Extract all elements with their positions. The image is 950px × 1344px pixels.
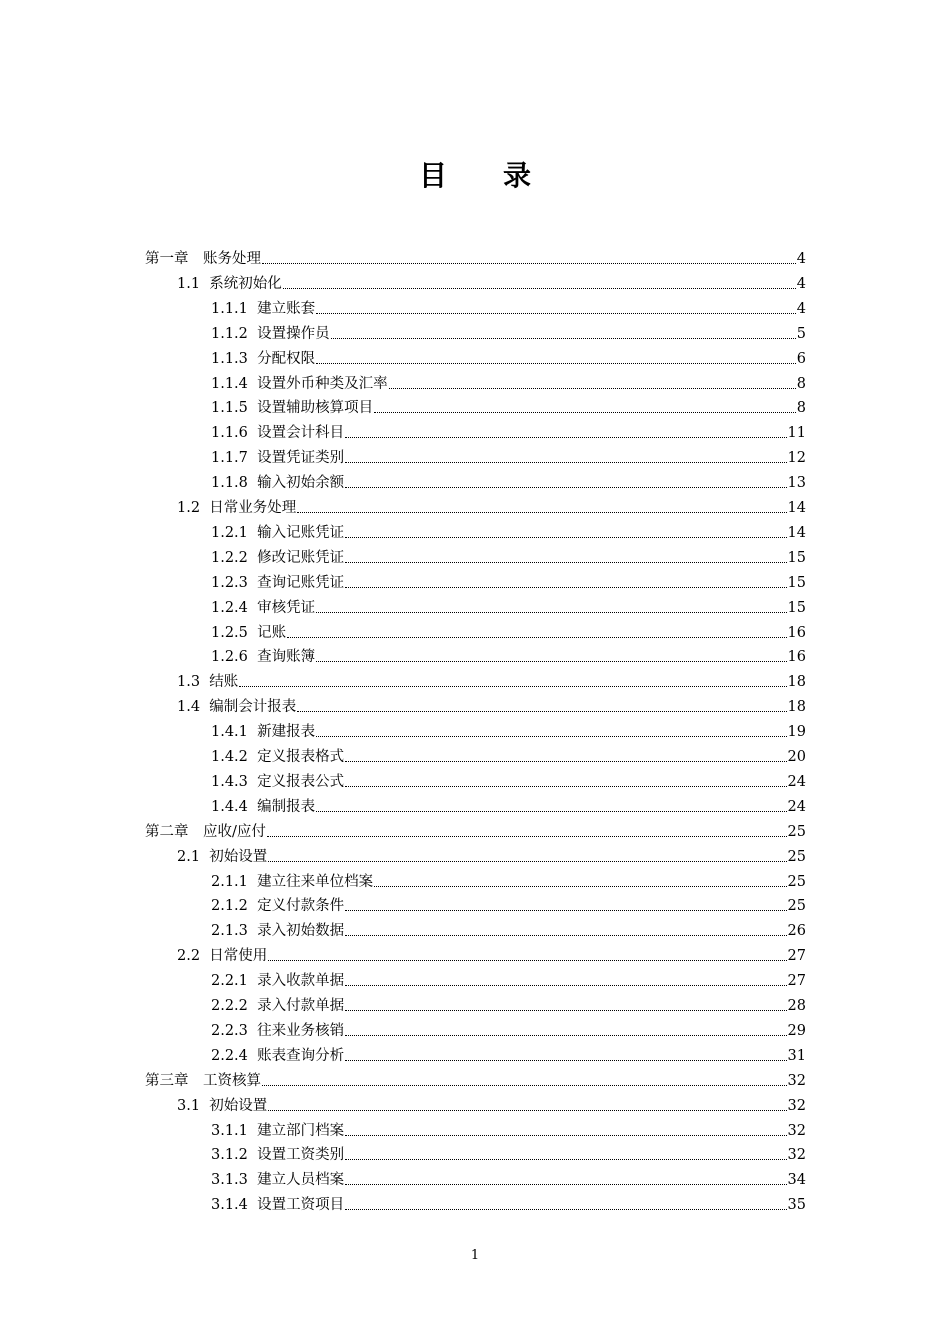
toc-title-part1: 目 [418,159,447,192]
toc-dot-leader [345,910,786,911]
toc-entry[interactable] [211,517,806,542]
toc-dot-leader [345,786,786,787]
toc-entry-label: 2.1.3 录入初始数据 [211,923,345,940]
toc-entry-page: 27 [787,948,806,965]
toc-entry[interactable] [211,766,806,791]
toc-entry-label: 1.3 结账 [177,674,239,691]
toc-entry-label: 1.4 编制会计报表 [177,699,297,716]
toc-entry-page: 26 [787,923,806,940]
toc-dot-leader [374,886,786,887]
toc-entry-page: 32 [787,1072,806,1089]
toc-dot-leader [316,363,796,364]
toc-entry-page: 20 [787,749,806,765]
toc-entry[interactable] [145,243,806,268]
toc-entry-page: 13 [787,475,806,492]
toc-entry-label: 第三章 工资核算 [145,1072,261,1089]
toc-entry-label: 1.2.6 查询账簿 [211,649,316,666]
toc-entry-label: 3.1 初始设置 [177,1097,268,1114]
toc-entry-page: 11 [787,425,806,442]
toc-entry[interactable] [211,368,806,393]
toc-entry-page: 6 [796,350,806,367]
toc-entry-label: 3.1.2 设置工资类别 [211,1147,345,1164]
toc-dot-leader [239,686,786,687]
toc-dot-leader [268,861,786,862]
toc-entry[interactable] [211,392,806,417]
toc-dot-leader [345,437,786,438]
toc-entry-label: 2.1 初始设置 [177,848,268,865]
toc-entry-page: 18 [787,699,806,716]
toc-dot-leader [268,960,786,961]
toc-entry-label: 1.1.6 设置会计科目 [211,425,345,442]
toc-entry-label: 2.1.2 定义付款条件 [211,898,345,915]
toc-entry-label: 第二章 应收/应付 [145,823,266,840]
toc-entry-label: 1.2.1 输入记账凭证 [211,524,345,541]
toc-entry[interactable] [211,641,806,666]
toc-entry-label: 2.2 日常使用 [177,948,268,965]
toc-dot-leader [345,1135,786,1136]
toc-dot-leader [268,1110,786,1111]
toc-entry-page: 15 [787,549,806,566]
toc-dot-leader [345,935,786,936]
toc-entry[interactable] [211,542,806,567]
toc-entry-page: 32 [787,1097,806,1114]
toc-entry[interactable] [145,816,806,841]
toc-entry-label: 2.1.1 建立往来单位档案 [211,873,374,890]
toc-entry[interactable] [211,1164,806,1189]
toc-entry-page: 12 [787,450,806,467]
toc-entry[interactable] [211,1139,806,1164]
toc-entry[interactable] [211,592,806,617]
toc-entry-label: 1.2.4 审核凭证 [211,599,316,616]
toc-entry-page: 24 [787,773,806,790]
toc-dot-leader [345,1035,786,1036]
toc-title-part2: 录 [503,159,532,192]
toc-entry[interactable] [211,741,806,766]
toc-dot-leader [287,637,786,638]
toc-entry[interactable] [177,940,806,965]
toc-dot-leader [316,736,786,737]
toc-dot-leader [345,1060,786,1061]
toc-entry-label: 3.1.4 设置工资项目 [211,1197,345,1214]
toc-title [0,154,950,194]
toc-entry[interactable] [211,965,806,990]
toc-entry-page: 35 [787,1197,806,1214]
toc-entry-label: 1.2.5 记账 [211,624,287,641]
toc-entry[interactable] [211,990,806,1015]
toc-dot-leader [331,338,796,339]
toc-entry-label: 3.1.3 建立人员档案 [211,1172,345,1189]
toc-dot-leader [316,612,786,613]
toc-entry[interactable] [211,1015,806,1040]
toc-entry-label: 1.2.2 修改记账凭证 [211,549,345,566]
toc-entry[interactable] [211,417,806,442]
toc-entry-label: 1.2.3 查询记账凭证 [211,574,345,591]
toc-entry[interactable] [211,343,806,368]
toc-dot-leader [345,1010,786,1011]
toc-entry-label: 2.2.3 往来业务核销 [211,1022,345,1039]
toc-entry[interactable] [211,716,806,741]
toc-dot-leader [297,711,786,712]
toc-dot-leader [345,537,786,538]
toc-dot-leader [316,313,796,314]
toc-entry-label: 1.1.7 设置凭证类别 [211,450,345,467]
toc-entry[interactable] [211,866,806,891]
toc-entry[interactable] [211,567,806,592]
toc-entry[interactable] [177,691,806,716]
toc-entry[interactable] [211,318,806,343]
toc-entry-page: 25 [787,873,806,890]
toc-entry-page: 16 [787,624,806,641]
toc-entry[interactable] [211,1189,806,1214]
toc-entry-label: 1.2 日常业务处理 [177,500,297,516]
toc-entry-page: 15 [787,574,806,591]
toc-dot-leader [345,1209,786,1210]
toc-entry-label: 1.4.2 定义报表格式 [211,749,345,765]
toc-entry-page: 24 [787,798,806,815]
toc-entry-page: 14 [787,524,806,541]
toc-entry-label: 1.1.8 输入初始余额 [211,475,345,492]
toc-entry-page: 25 [787,848,806,865]
toc-entry-label: 1.1.5 设置辅助核算项目 [211,400,374,417]
toc-entry-label: 1.4.4 编制报表 [211,798,316,815]
toc-entry[interactable] [177,268,806,293]
toc-dot-leader [283,288,796,289]
toc-dot-leader [262,263,796,264]
toc-dot-leader [262,1085,787,1086]
toc-entry[interactable] [177,841,806,866]
toc-entry-label: 第一章 账务处理 [145,251,261,267]
toc-dot-leader [345,985,786,986]
toc-entry-label: 1.1.2 设置操作员 [211,325,330,342]
toc-entry-page: 34 [787,1172,806,1189]
toc-dot-leader [345,1159,786,1160]
toc-entry-page: 25 [787,898,806,915]
toc-entry-label: 2.2.4 账表查询分析 [211,1047,345,1064]
toc-entry[interactable] [177,666,806,691]
toc-entry-label: 2.2.1 录入收款单据 [211,973,345,990]
toc-entry-page: 15 [787,599,806,616]
toc-entry[interactable] [211,442,806,467]
toc-dot-leader [267,836,787,837]
toc-dot-leader [345,587,786,588]
toc-entry[interactable] [211,1040,806,1065]
toc-entry-page: 27 [787,973,806,990]
toc-entry[interactable] [177,1090,806,1115]
toc-entry-page: 28 [787,998,806,1014]
toc-entry[interactable] [211,467,806,492]
toc-dot-leader [374,412,796,413]
toc-dot-leader [345,1184,786,1185]
page-number: 1 [470,1248,480,1263]
toc-entry[interactable] [211,915,806,940]
toc-dot-leader [345,761,786,762]
toc-entry-page: 29 [787,1022,806,1039]
toc-dot-leader [345,562,786,563]
toc-entry[interactable] [177,492,806,517]
toc-entry-page: 8 [796,375,806,392]
toc-entry-page: 5 [796,325,806,342]
toc-entry-label: 1.4.3 定义报表公式 [211,773,345,790]
toc-dot-leader [345,487,786,488]
toc-entry-page: 4 [796,251,806,267]
toc-entry[interactable] [211,617,806,642]
toc-entry-page: 14 [787,500,806,516]
toc-entry-label: 1.4.1 新建报表 [211,724,316,741]
toc-dot-leader [297,512,786,513]
toc-entry-page: 19 [787,724,806,741]
toc-entry-page: 32 [787,1122,806,1139]
toc-dot-leader [316,811,786,812]
toc-entry-page: 4 [796,275,806,292]
toc-entry-page: 32 [787,1147,806,1164]
toc-entry[interactable] [211,1115,806,1140]
toc-entry-page: 4 [796,300,806,317]
toc-entry-page: 18 [787,674,806,691]
toc-entry-page: 31 [787,1047,806,1064]
toc-entry-label: 1.1.3 分配权限 [211,350,316,367]
toc-entry-label: 1.1.4 设置外币种类及汇率 [211,375,388,392]
toc-entry-label: 1.1 系统初始化 [177,275,282,292]
toc-dot-leader [316,661,786,662]
toc-entry[interactable] [211,791,806,816]
toc-entry[interactable] [145,1065,806,1090]
toc-entry-label: 2.2.2 录入付款单据 [211,998,345,1014]
toc-entry-label: 1.1.1 建立账套 [211,300,316,317]
toc-dot-leader [345,462,786,463]
toc-entry[interactable] [211,293,806,318]
toc-entry-label: 3.1.1 建立部门档案 [211,1122,345,1139]
toc-entry[interactable] [211,890,806,915]
toc-entry-page: 8 [796,400,806,417]
toc-entry-page: 25 [787,823,806,840]
toc-entry-page: 16 [787,649,806,666]
toc-dot-leader [389,388,796,389]
